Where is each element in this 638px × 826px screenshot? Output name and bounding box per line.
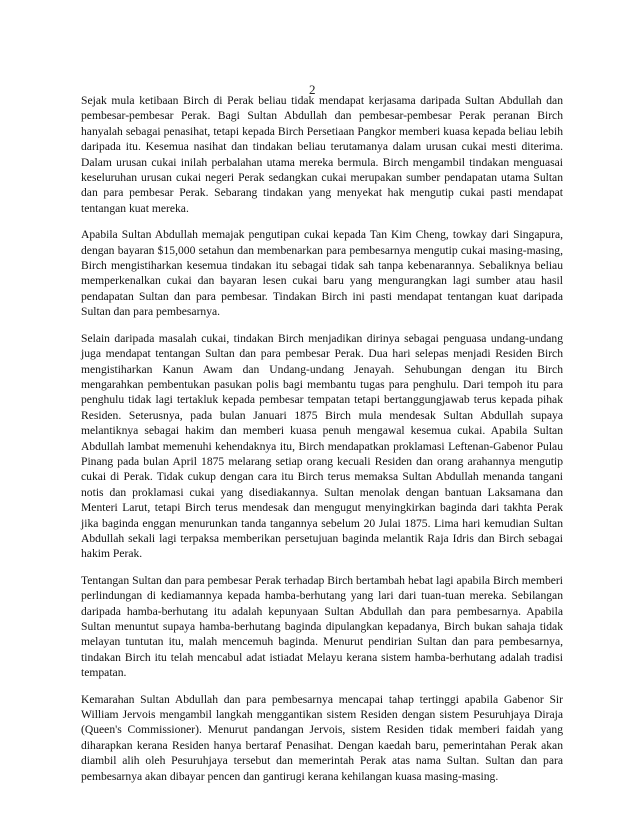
paragraph-3: Selain daripada masalah cukai, tindakan Birch menjadikan dirinya sebagai penguasa undang-undang juga mendapat tentangan Sultan dan para pembesar Perak. Dua hari selepas menjadi Residen Birch mengistiharkan Kanun Awam dan Undang-undang Jenayah. Sehubungan dengan itu Birch mengarahkan pembentukan pasukan polis bagi membantu tugas para penghulu. Dari tempoh itu para penghulu tidak lagi tertakluk kepada pembesar tempatan tetapi bertanggungjawab terus kepada pihak Residen. Seterusnya, pada bulan Januari 1875 Birch mula mendesak Sultan Abdullah supaya melantiknya sebagai hakim dan memberi kuasa penuh mengawal kesemua cukai. Apabila Sultan Abdullah lambat memenuhi kehendaknya itu, Birch mendapatkan proklamasi Leftenan-Gabenor Pulau Pinang pada bulan April 1875 melarang setiap orang kecuali Residen dan orang arahannya mengutip cukai di Perak. Tidak cukup dengan cara itu Birch terus memaksa Sultan Abdullah menanda tangani notis dan proklamasi cukai yang disediakannya. Sultan menolak dengan bantuan Laksamana dan Menteri Larut, tetapi Birch terus mendesak dan mengugut menyingkirkan baginda dari takhta Perak jika baginda enggan menurunkan tanda tangannya sebelum 20 Julai 1875. Lima hari kemudian Sultan Abdullah sekali lagi terpaksa memberikan persetujuan baginda melantik Raja Idris dan Birch sebagai hakim Perak.: [81, 331, 563, 561]
paragraph-5: Kemarahan Sultan Abdullah dan para pembesarnya mencapai tahap tertinggi apabila Gabenor Sir William Jervois mengambil langkah menggantikan sistem Residen dengan sistem Pesuruhjaya Diraja (Queen's Commissioner). Menurut pandangan Jervois, sistem Residen tidak memberi faidah yang diharapkan kerana Residen hanya bertaraf Penasihat. Dengan kaedah baru, pemerintahan Perak akan diambil alih oleh Pesuruhjaya tersebut dan memerintah Perak atas nama Sultan. Sultan dan para pembesarnya akan dibayar pencen dan gantirugi kerana kehilangan kuasa masing-masing.: [81, 692, 563, 783]
page-number: 2: [309, 82, 316, 97]
paragraph-1: Sejak mula ketibaan Birch di Perak beliau tidak mendapat kerjasama daripada Sultan Abdullah dan pembesar-pembesar Perak. Bagi Sultan Abdullah dan pembesar-pembesar Perak peranan Birch hanyalah sebagai penasihat, tetapi kepada Birch Persetiaan Pangkor memberi kuasa kepada beliau lebih daripada itu. Kesemua nasihat dan tindakan beliau terutamanya dalam urusan cukai mesti diterima. Dalam urusan cukai inilah perbalahan utama mereka bermula. Birch mengambil tindakan menguasai keseluruhan urusan cukai negeri Perak sedangkan cukai merupakan sumber pendapatan utama Sultan dan para pembesar Perak. Sebarang tindakan yang menyekat hak mengutip cukai pasti mendapat tentangan kuat mereka.: [81, 94, 563, 215]
paragraph-4: Tentangan Sultan dan para pembesar Perak terhadap Birch bertambah hebat lagi apabila Birch memberi perlindungan di kediamannya kepada hamba-berhutang yang lari dari tuan-tuan mereka. Sebilangan daripada hamba-berhutang itu adalah kepunyaan Sultan Abdullah dan para pembesarnya. Apabila Sultan menuntut supaya hamba-berhutang baginda dipulangkan kepadanya, Birch bukan sahaja tidak melayan tuntutan itu, malah mencemuh baginda. Menurut pendirian Sultan dan para pembesarnya, tindakan Birch itu telah mencabul adat istiadat Melayu kerana sistem hamba-berhutang adalah tradisi tempatan.: [81, 573, 563, 680]
document-body: [81, 93, 563, 795]
paragraph-2: Apabila Sultan Abdullah memajak pengutipan cukai kepada Tan Kim Cheng, towkay dari Singapura, dengan bayaran $15,000 setahun dan membenarkan para pembesarnya mengutip cukai masing-masing, Birch mengistiharkan kesemua tindakan itu sebagai tidak sah tanpa kebenarannya. Sebaliknya beliau memperkenalkan cukai dan bayaran lesen cukai baru yang mengurangkan lagi sumber atau hasil pendapatan Sultan dan para pembesar. Tindakan Birch ini pasti mendapat tentangan kuat daripada Sultan dan para pembesarnya.: [81, 228, 563, 319]
